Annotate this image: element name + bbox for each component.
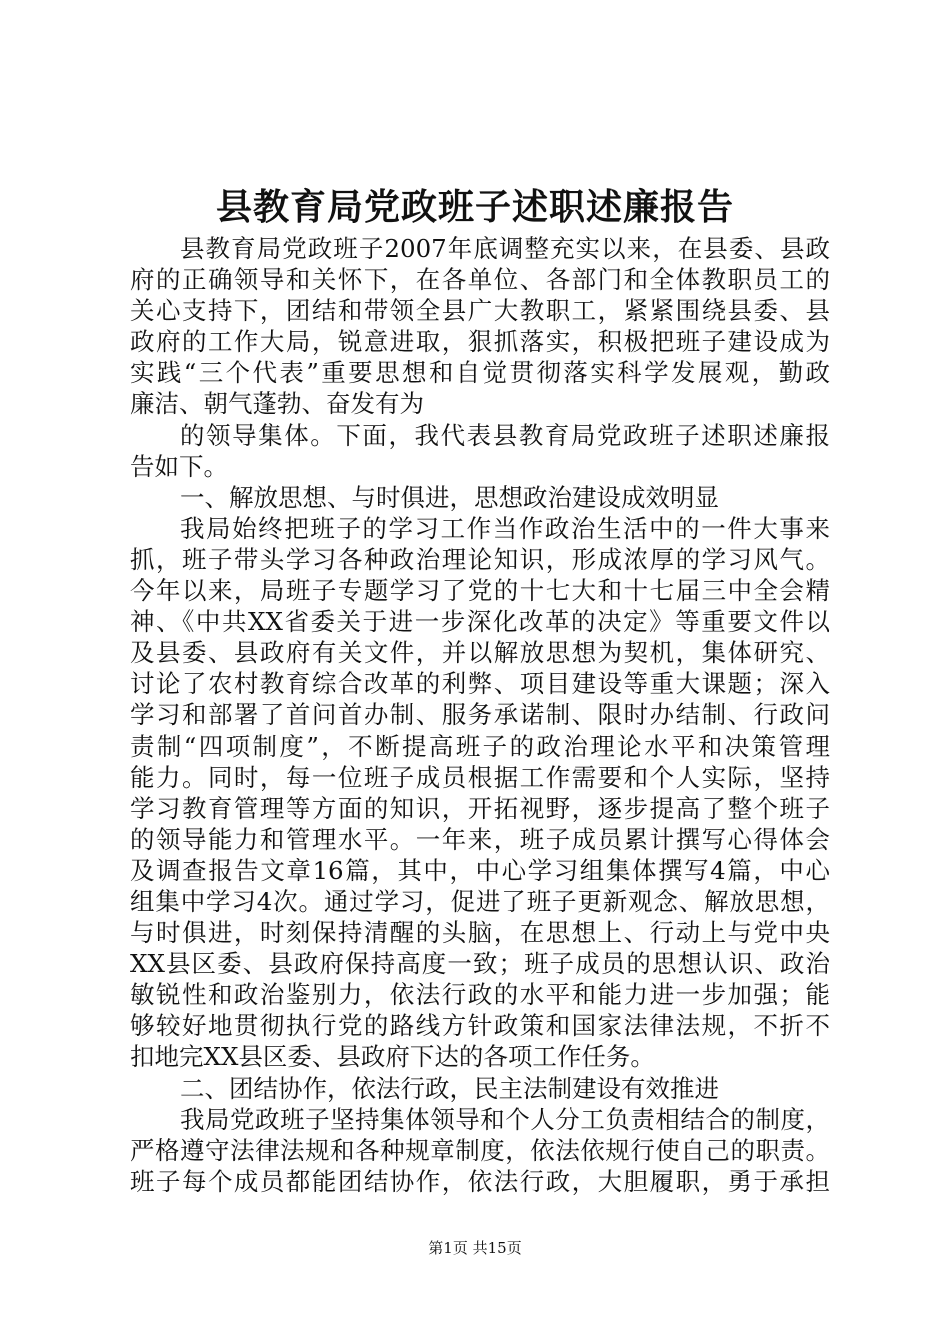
section-heading: 二、团结协作，依法行政，民主法制建设有效推进: [180, 1073, 719, 1103]
paragraph-line: 府的正确领导和关怀下，在各单位、各部门和全体教职员工的: [130, 265, 830, 295]
document-title: 县教育局党政班子述职述廉报告: [215, 186, 734, 228]
paragraph-line: 敏锐性和政治鉴别力，依法行政的水平和能力进一步加强；能: [130, 980, 830, 1010]
paragraph-line: 责制“四项制度”，不断提高班子的政治理论水平和决策管理: [130, 731, 830, 761]
paragraph-line: 关心支持下，团结和带领全县广大教职工，紧紧围绕县委、县: [130, 296, 830, 326]
paragraph-line: 够较好地贯彻执行党的路线方针政策和国家法律法规，不折不: [130, 1011, 830, 1041]
paragraph-line: 政府的工作大局，锐意进取，狠抓落实，积极把班子建设成为: [130, 327, 830, 357]
paragraph-line: 的领导能力和管理水平。一年来，班子成员累计撰写心得体会: [130, 824, 830, 854]
paragraph-line: 实践“三个代表”重要思想和自觉贯彻落实科学发展观，勤政: [130, 358, 830, 388]
paragraph-line: 及调查报告文章16篇，其中，中心学习组集体撰写4篇，中心: [130, 855, 830, 885]
paragraph-line: XX县区委、县政府保持高度一致；班子成员的思想认识、政治: [130, 949, 830, 979]
paragraph-line: 学习教育管理等方面的知识，开拓视野，逐步提高了整个班子: [130, 793, 830, 823]
paragraph-line: 我局始终把班子的学习工作当作政治生活中的一件大事来: [180, 513, 830, 543]
paragraph-line: 及县委、县政府有关文件，并以解放思想为契机，集体研究、: [130, 638, 830, 668]
paragraph-line: 今年以来，局班子专题学习了党的十七大和十七届三中全会精: [130, 576, 830, 606]
paragraph-line: 班子每个成员都能团结协作，依法行政，大胆履职，勇于承担: [130, 1166, 830, 1196]
paragraph-line: 告如下。: [130, 451, 228, 481]
paragraph-line: 组集中学习4次。通过学习，促进了班子更新观念、解放思想，: [130, 886, 830, 916]
section-heading: 一、解放思想、与时俱进，思想政治建设成效明显: [180, 482, 719, 512]
paragraph-line: 能力。同时，每一位班子成员根据工作需要和个人实际，坚持: [130, 762, 830, 792]
paragraph-line: 学习和部署了首问首办制、服务承诺制、限时办结制、行政问: [130, 700, 830, 730]
document-body: [130, 233, 830, 1197]
paragraph-line: 神、《中共XX省委关于进一步深化改革的决定》等重要文件以: [130, 607, 830, 637]
paragraph-line: 抓，班子带头学习各种政治理论知识，形成浓厚的学习风气。: [130, 544, 830, 574]
paragraph-line: 与时俱进，时刻保持清醒的头脑，在思想上、行动上与党中央: [130, 918, 830, 948]
paragraph-line: 扣地完XX县区委、县政府下达的各项工作任务。: [130, 1042, 655, 1072]
paragraph-line: 严格遵守法律法规和各种规章制度，依法依规行使自己的职责。: [130, 1135, 830, 1165]
paragraph-line: 我局党政班子坚持集体领导和个人分工负责相结合的制度，: [180, 1104, 830, 1134]
paragraph-line: 县教育局党政班子2007年底调整充实以来，在县委、县政: [180, 234, 830, 263]
page-number: 第1页 共15页: [428, 1239, 522, 1257]
paragraph-line: 的领导集体。下面，我代表县教育局党政班子述职述廉报: [180, 420, 830, 450]
paragraph-line: 讨论了农村教育综合改革的利弊、项目建设等重大课题；深入: [130, 669, 830, 699]
paragraph-line: 廉洁、朝气蓬勃、奋发有为: [130, 389, 424, 419]
